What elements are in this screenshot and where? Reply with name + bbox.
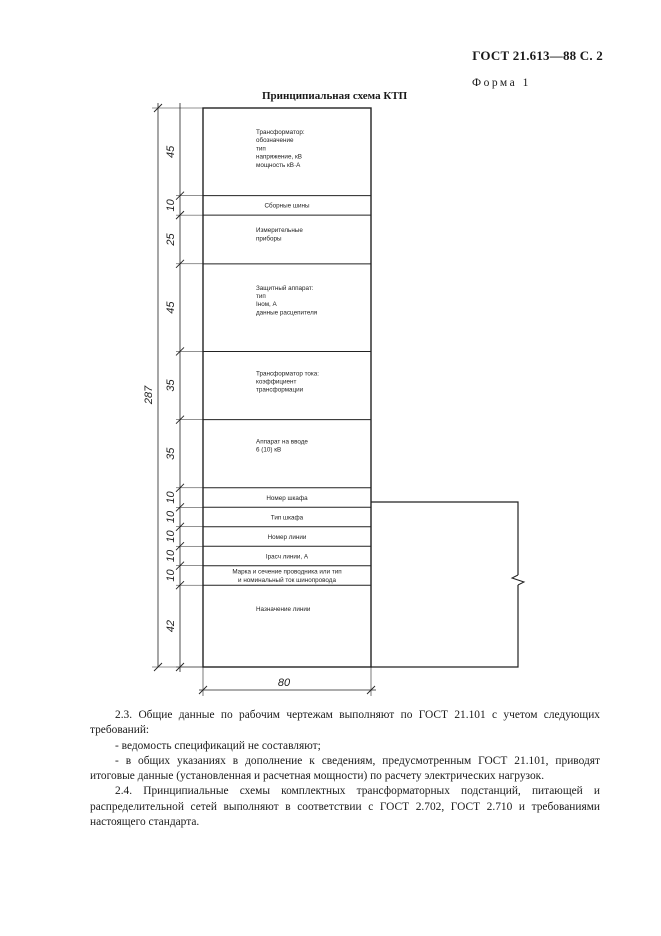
paragraph-item-2: - в общих указаниях в дополнение к сведениям, предусмотренным ГОСТ 21.101, приводят итоговые данные (установленная и расчетная мощности) по расчету электрических нагрузок. — [90, 754, 600, 783]
row-label: трансформации — [256, 386, 304, 394]
row-label: приборы — [256, 235, 282, 243]
outgoing-lines-frame-bottom — [371, 585, 518, 667]
paragraph-2-4: 2.4. Принципиальные схемы комплектных трансформаторных подстанций, питающей и распределительной сетей выполняют в соответствии с ГОСТ 2.702, ГОСТ 2.710 и требованиями настоящего стандарта. — [90, 785, 600, 829]
row-dimension-label: 10 — [165, 569, 177, 582]
row-label: мощность кВ·А — [256, 161, 301, 169]
width-label: 80 — [277, 677, 291, 689]
row-label: тип — [256, 293, 266, 301]
row-dimension-label: 10 — [165, 549, 177, 563]
paragraph-item-1: - ведомость спецификаций не составляют; — [115, 739, 321, 752]
form-label: Форма 1 — [472, 77, 531, 89]
row-label: данные расцепителя — [256, 309, 318, 317]
row-dimension-label: 10 — [165, 530, 177, 543]
row-label: Трансформатор тока: — [256, 370, 320, 378]
row-dimension-label: 45 — [165, 301, 177, 314]
row-dimension-label: 10 — [165, 510, 177, 524]
paragraph-2-3: 2.3. Общие данные по рабочим чертежам выполняют по ГОСТ 21.101 с учетом следующих требований: — [90, 709, 600, 737]
total-height-label: 287 — [143, 385, 155, 405]
row-label: тип — [256, 145, 266, 153]
document-reference: ГОСТ 21.613—88 С. 2 — [472, 48, 603, 63]
row-label: Назначение линии — [256, 606, 311, 614]
row-label: Защитный аппарат: — [256, 284, 314, 292]
row-dimension-label: 35 — [165, 379, 177, 392]
row-label: Сборные шины — [264, 202, 310, 210]
schema-title: Принципиальная схема КТП — [262, 90, 408, 102]
row-label: Измерительные — [256, 227, 303, 235]
row-label: Iном, А — [256, 301, 277, 309]
row-label: Трансформатор: — [256, 129, 305, 136]
row-label: и номинальный ток шинопровода — [238, 576, 336, 584]
outgoing-lines-frame — [371, 502, 518, 575]
row-dimension-label: 10 — [165, 199, 177, 212]
row-dimension-label: 45 — [165, 145, 177, 158]
body-text — [90, 708, 600, 830]
row-label: коэффициент — [256, 378, 297, 386]
row-label: Номер линии — [267, 533, 307, 541]
row-label: 6 (10) кВ — [256, 446, 282, 454]
row-label: Аппарат на вводе — [256, 438, 308, 446]
row-label: обозначение — [256, 137, 294, 145]
row-label: Марка и сечение проводника или тип — [232, 568, 342, 576]
row-dimension-label: 10 — [165, 491, 177, 504]
row-label: Номер шкафа — [266, 494, 308, 502]
row-dimension-label: 35 — [165, 447, 177, 460]
row-label: напряжение, кВ — [256, 153, 302, 161]
break-mark — [512, 575, 524, 585]
row-dimension-label: 42 — [165, 619, 177, 633]
row-dimension-label: 25 — [165, 233, 177, 246]
row-label: Iрасч линии, А — [265, 553, 309, 561]
row-label: Тип шкафа — [270, 514, 304, 522]
